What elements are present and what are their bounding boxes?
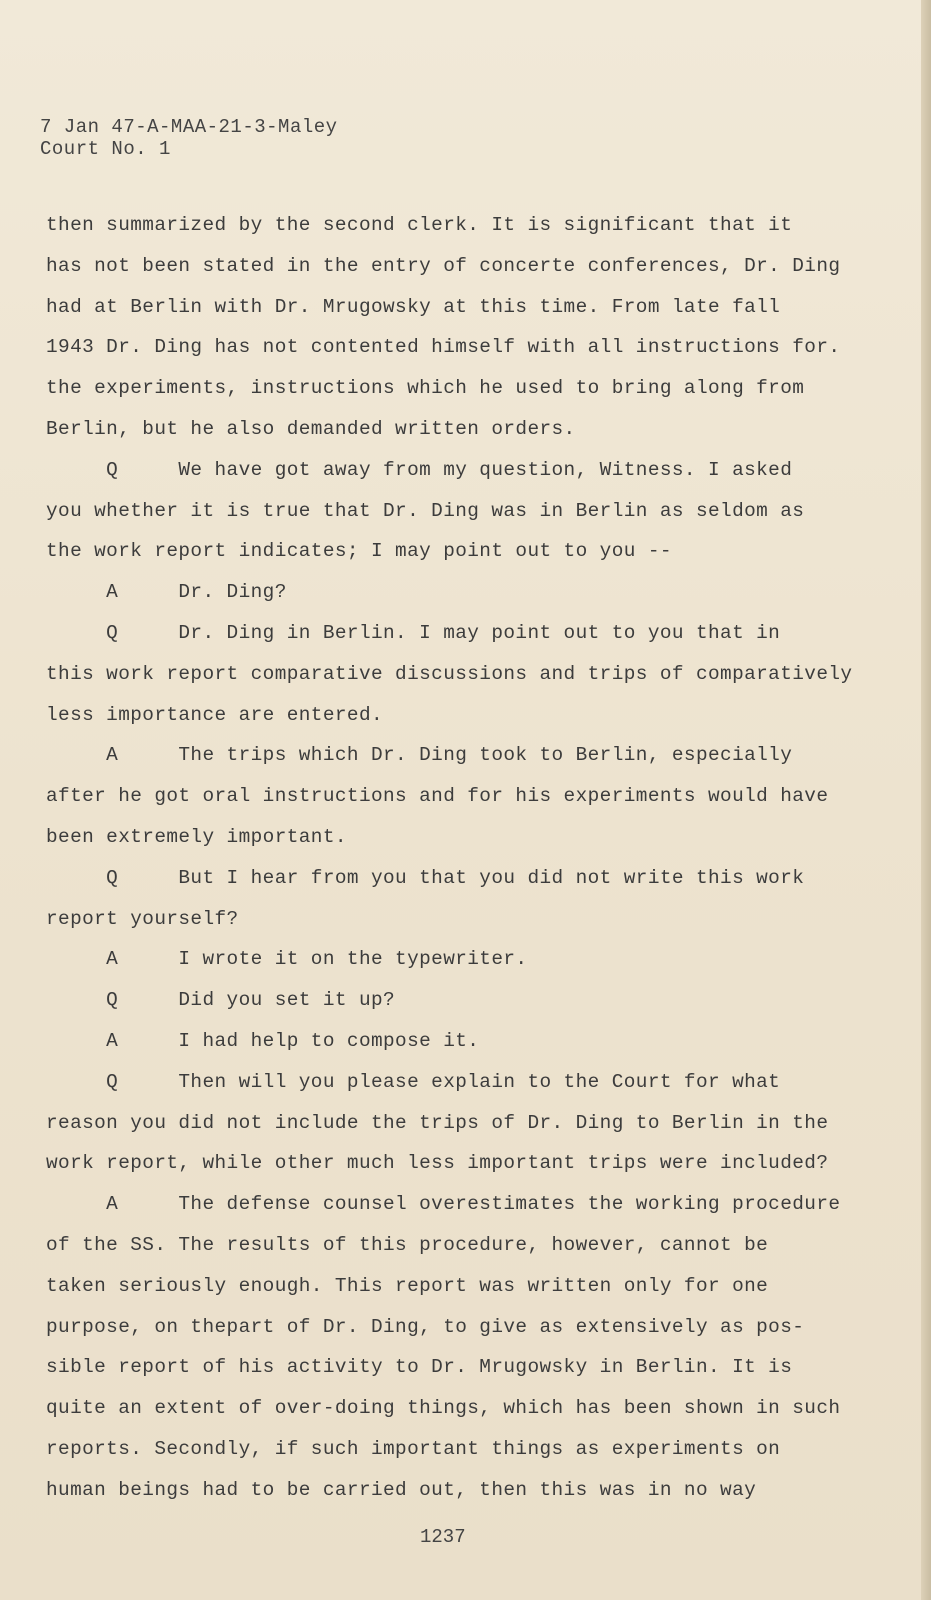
text-line: the experiments, instructions which he used to bring along from [46, 377, 805, 400]
text-line: less importance are entered. [46, 703, 384, 726]
text-line: A I had help to compose it. [46, 1029, 480, 1052]
text-line: then summarized by the second clerk. It is significant that it [46, 214, 793, 236]
transcript-body [46, 205, 876, 1511]
document-header [40, 116, 338, 160]
text-line: Q But I hear from you that you did not write this work [46, 866, 805, 889]
text-line: of the SS. The results of this procedure, however, cannot be [46, 1233, 769, 1256]
text-line: this work report comparative discussions and trips of comparatively [46, 662, 853, 685]
text-line: has not been stated in the entry of concerte conferences, Dr. Ding [46, 254, 841, 277]
page-edge [921, 0, 931, 1600]
text-line: work report, while other much less important trips were included? [46, 1152, 829, 1175]
text-line: Q Then will you please explain to the Court for what [46, 1070, 781, 1093]
text-line: reason you did not include the trips of Dr. Ding to Berlin in the [46, 1111, 829, 1134]
text-line: Q Did you set it up? [46, 989, 396, 1012]
text-line: Q Dr. Ding in Berlin. I may point out to you that in [46, 621, 781, 644]
text-line: Q We have got away from my question, Witness. I asked [46, 458, 793, 481]
text-line: the work report indicates; I may point out to you -- [46, 540, 672, 563]
text-line: A Dr. Ding? [46, 581, 287, 604]
header-line-1: 7 Jan 47-A-MAA-21-3-Maley [40, 116, 338, 138]
text-line: A The trips which Dr. Ding took to Berlin, especially [46, 744, 793, 767]
text-line: purpose, on thepart of Dr. Ding, to give as extensively as pos- [46, 1315, 805, 1338]
text-line: human beings had to be carried out, then this was in no way [46, 1478, 757, 1501]
text-line: A I wrote it on the typewriter. [46, 948, 528, 971]
text-line: sible report of his activity to Dr. Mrugowsky in Berlin. It is [46, 1356, 793, 1379]
text-line: 1943 Dr. Ding has not contented himself with all instructions for. [46, 336, 841, 359]
text-line: you whether it is true that Dr. Ding was in Berlin as seldom as [46, 499, 805, 522]
text-line: after he got oral instructions and for his experiments would have [46, 785, 829, 808]
text-line: quite an extent of over-doing things, which has been shown in such [46, 1397, 841, 1420]
text-line: reports. Secondly, if such important things as experiments on [46, 1437, 781, 1460]
header-line-2: Court No. 1 [40, 138, 171, 160]
text-line: taken seriously enough. This report was written only for one [46, 1274, 769, 1297]
page-number: 1237 [420, 1526, 466, 1548]
text-line: Berlin, but he also demanded written orders. [46, 417, 576, 440]
text-line: been extremely important. [46, 825, 347, 848]
text-line: had at Berlin with Dr. Mrugowsky at this time. From late fall [46, 295, 781, 318]
text-line: report yourself? [46, 907, 239, 930]
text-line: A The defense counsel overestimates the working procedure [46, 1193, 841, 1216]
